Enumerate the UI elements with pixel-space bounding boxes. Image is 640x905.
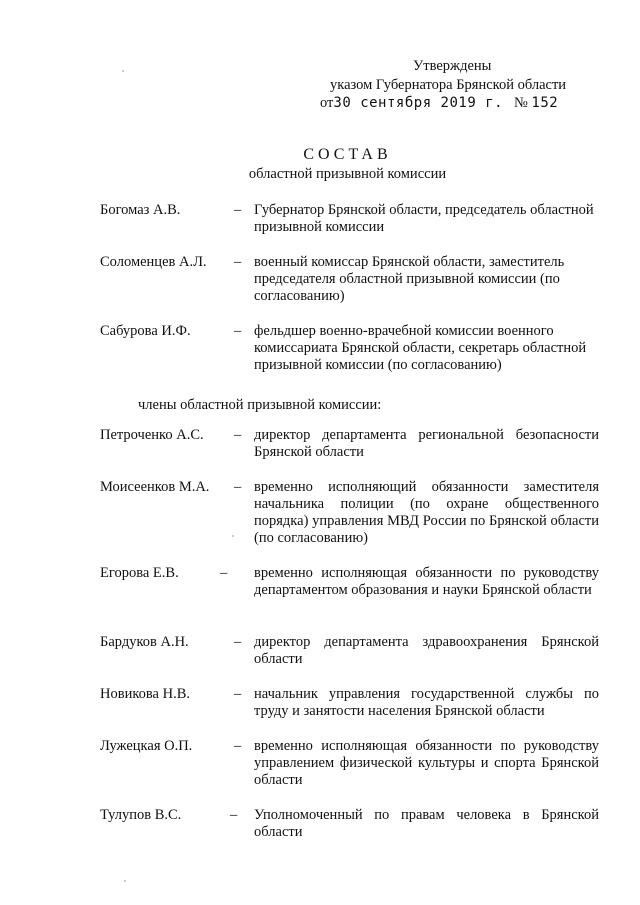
member-position: временно исполняющая обязанности по руководству департаментом образования и науки Брянской области — [254, 565, 599, 598]
member-position: Уполномоченный по правам человека в Брянской области — [254, 807, 599, 840]
title-subheading: областной призывной комиссии — [248, 166, 447, 182]
member-name: Егорова Е.В. — [100, 565, 179, 581]
scan-speck — [124, 880, 126, 882]
member-position: Губернатор Брянской области, председатель областной призывной комиссии — [254, 202, 594, 235]
member-position: директор департамента региональной безопасности Брянской области — [254, 427, 599, 460]
member-name: Петроченко А.С. — [100, 427, 204, 443]
member-position: начальник управления государственной службы по труду и занятости населения Брянской области — [254, 686, 599, 719]
entry-dash: – — [234, 738, 242, 754]
scan-speck — [122, 70, 124, 72]
member-name: Богомаз А.В. — [100, 202, 181, 218]
entry-dash: – — [234, 323, 242, 339]
approval-number-prefix: № — [513, 95, 528, 111]
entry-dash: – — [234, 202, 242, 218]
member-position: военный комиссар Брянской области, заместитель председателя областной призывной комиссии (по согласованию) — [254, 254, 565, 304]
member-name: Моисеенков М.А. — [100, 479, 210, 495]
member-position: директор департамента здравоохранения Брянской области — [254, 634, 599, 667]
approval-date: 30 сентября 2019 г. — [333, 95, 504, 111]
members-heading: члены областной призывной комиссии: — [138, 397, 382, 413]
approval-number: 152 — [531, 95, 559, 111]
title-heading: СОСТАВ — [303, 146, 392, 163]
document-title — [0, 146, 640, 183]
member-name: Сабурова И.Ф. — [100, 323, 191, 339]
approval-date-prefix: от — [320, 95, 334, 111]
entry-dash: – — [220, 565, 228, 581]
entry-dash: – — [230, 807, 238, 823]
member-name: Тулупов В.С. — [100, 807, 182, 823]
entry-dash: – — [234, 686, 242, 702]
entry-dash: – — [234, 427, 242, 443]
member-name: Новикова Н.В. — [100, 686, 190, 702]
member-name: Бардуков А.Н. — [100, 634, 189, 650]
member-name: Соломенцев А.Л. — [100, 254, 207, 270]
approval-decree: указом Губернатора Брянской области — [330, 77, 567, 93]
approval-date-line — [320, 95, 558, 112]
member-name: Лужецкая О.П. — [100, 738, 193, 754]
member-position: временно исполняющая обязанности по руководству управлением физической культуры и спорта Брянской области — [254, 738, 599, 788]
approval-title: Утверждены — [413, 58, 492, 74]
member-position: временно исполняющий обязанности заместителя начальника полиции (по охране общественного порядка) управления МВД России по Брянской области (по согласованию) — [254, 479, 599, 546]
entry-dash: – — [234, 254, 242, 270]
entry-dash: – — [234, 479, 242, 495]
scan-speck — [232, 535, 234, 537]
entry-dash: – — [234, 634, 242, 650]
member-position: фельдшер военно-врачебной комиссии военного комиссариата Брянской области, секретарь областной призывной комиссии (по согласованию) — [254, 323, 587, 373]
